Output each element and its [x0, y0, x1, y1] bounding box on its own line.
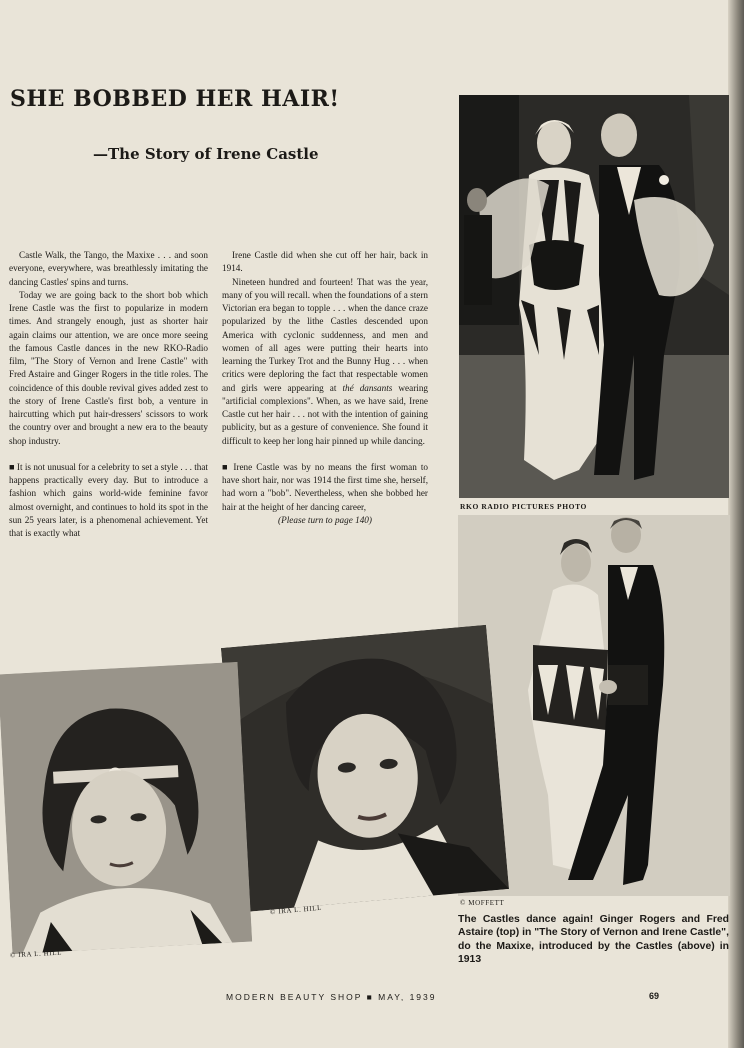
col2-paragraph-2 [222, 276, 428, 448]
col1-paragraph-3: ■ It is not unusual for a celebrity to set a style . . . that happens practically every day. But to introduce a fashion which gains world-wide feminine favor almost overnight, and continues to hold its spot in the sun 25 years later, is a phenomenal achievement. Yet that is exactly what [9, 461, 208, 538]
text-column-2 [222, 249, 428, 527]
photo-astaire-rogers [459, 95, 729, 498]
credit-ira-hill-center: © IRA L. HILL [269, 903, 323, 917]
photo-caption: The Castles dance again! Ginger Rogers and Fred Astaire (top) in "The Story of Vernon and Irene Castle", do the Maxixe, introduced by the Castles (above) in 1913 [458, 914, 729, 966]
col2-paragraph-1: Irene Castle did when she cut off her hair, back in 1914. [222, 250, 428, 274]
photo-irene-portrait-center [221, 625, 509, 912]
credit-rko: RKO RADIO PICTURES PHOTO [460, 502, 587, 511]
col2-paragraph-3 [222, 461, 428, 527]
credit-ira-hill-left: © IRA L. HILL [9, 948, 63, 960]
article-subtitle: —The Story of Irene Castle [93, 145, 319, 163]
page-number: 69 [649, 991, 660, 1001]
article-title: SHE BOBBED HER HAIR! [10, 86, 340, 112]
col2-paragraph-2b: wearing "artificial complexions". When, as we have said, Irene Castle cut her hair . . . not with the intention of gaining publicity, but as a gesture of convenience. She found it difficult to keep her long hair pinned up while dancing. [222, 382, 429, 446]
photo-irene-portrait-left [0, 662, 252, 954]
continued-note: (Please turn to page 140) [278, 514, 372, 525]
col1-paragraph-2: Today we are going back to the short bob which Irene Castle was the first to popularize in modern times. And strangely enough, just as shorter hair again claims our attention, we are once more seeing the famous Castle dances in the new RKO-Radio film, "The Story of Vernon and Irene Castle" with Fred Astaire and Ginger Rogers in the title roles. The coincidence of this double revival gives added zest to the story of Irene Castle's first bob, a venture in haircutting which put hair-dressers' scissors to work the country over and brought a new era to the beauty shop industry. [9, 289, 208, 446]
the-dansants-term: thé dansants [342, 382, 393, 393]
page-edge [728, 0, 744, 1048]
footer-publication: MODERN BEAUTY SHOP ■ MAY, 1939 [226, 992, 437, 1002]
col2-paragraph-3-text: ■ Irene Castle was by no means the first woman to have short hair, nor was 1914 the first time she, herself, had worn a "bob". Nevertheless, when she bobbed her hair at the height of her dancing career, [222, 461, 428, 512]
col1-paragraph-1: Castle Walk, the Tango, the Maxixe . . . and soon everyone, everywhere, was breathlessly imitating the dancing Castles' spins and turns. [9, 250, 208, 287]
credit-moffett: © MOFFETT [460, 899, 505, 907]
text-column-1 [9, 249, 208, 540]
col2-paragraph-2a: Nineteen hundred and fourteen! That was the year, many of you will recall. when the foundations of a stern Victorian era began to topple . . . when the dance craze popularized by the lithe Castles descended upon America with cyclonic suddenness, and men and women of all ages were putting their hearts into learning the Turkey Trot and the Bunny Hug . . . when critics were deploring the fact that respectable women and girls were appearing at [222, 276, 428, 393]
